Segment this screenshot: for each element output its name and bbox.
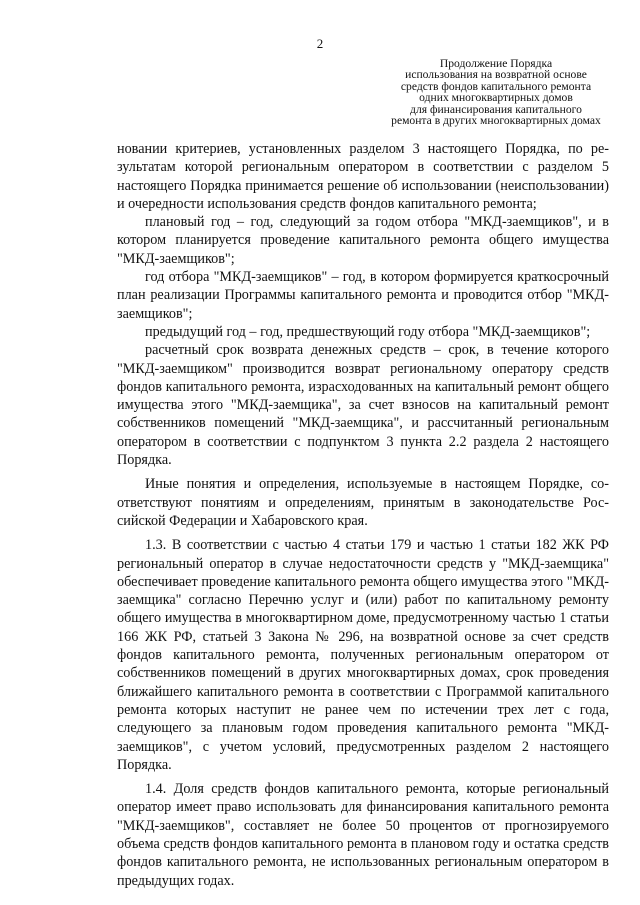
paragraph: плановый год – год, следующий за годом отбора "МКД-заемщиков", и в котором планируется проведение капитального ремонта общего имущества "МКД-заемщиков"; (117, 214, 609, 267)
paragraph: новании критериев, установленных разделом 3 настоящего Порядка, по результатам которой региональным оператором в соответствии с разделом 5 настоящего Порядка принимается решение об использовании (неиспользовании) и очередности использования средств фондов капитального ремонта; (117, 141, 609, 212)
page-number: 2 (316, 36, 324, 51)
paragraph: 1.4. Доля средств фондов капитального ремонта, которые региональный оператор имеет право использовать для финансирования капитального ремонта "МКД-заемщиков", составляет не более 50 процентов от прогнозируемого объема средств фондов капитального ремонта в плановом году и остатка средств фондов капитального ремонта, не использованных региональным оператором в предыдущих годах. (117, 781, 609, 889)
paragraph: Иные понятия и определения, используемые в настоящем Порядке, соответствуют понятиям и определениям, принятым в законодательстве Российской Федерации и Хабаровского края. (117, 476, 609, 529)
header-line: использования на возвратной основе (405, 68, 587, 82)
body-text (117, 140, 609, 890)
header-note (376, 58, 616, 126)
header-line: для финансирования капитального (410, 102, 582, 116)
paragraph: расчетный срок возврата денежных средств – срок, в течение которого "МКД-заемщиком" производится возврат региональному оператору средств фондов капитального ремонта, израсходованных на капитальный ремонт общего имущества этого "МКД-заемщика", за счет взносов на капитальный ремонт собственников помещений "МКД-заемщика", и рассчитанный региональным оператором в соответствии с подпунктом 3 пункта 2.2 раздела 2 настоящего Порядка. (117, 342, 609, 469)
header-line: Продолжение Порядка (439, 57, 553, 70)
paragraph: год отбора "МКД-заемщиков" – год, в котором формируется краткосрочный план реализации Программы капитального ремонта и проводится отбор "МКД-заемщиков"; (117, 269, 609, 322)
paragraph: 1.3. В соответствии с частью 4 статьи 179 и частью 1 статьи 182 ЖК РФ региональный оператор в случае недостаточности средств у "МКД-заемщика" обеспечивает проведение капитального ремонта общего имущества этого "МКД-заемщика" согласно Перечню услуг и (или) работ по капитальному ремонту общего имущества в многоквартирном доме, предусмотренному частью 1 статьи 166 ЖК РФ, статьей 3 Закона № 296, на возвратной основе за счет средств фондов капитального ремонта, полученных региональным оператором от собственников помещений в других многоквартирных домах, срок проведения ближайшего капитального ремонта в соответствии с Программой капитального ремонта которых наступит не ранее чем по истечении трех лет с года, следующего за плановым годом проведения капитального ремонта "МКД-заемщиков", с учетом условий, предусмотренных разделом 2 настоящего Порядка. (117, 537, 609, 773)
paragraph: предыдущий год – год, предшествующий году отбора "МКД-заемщиков"; (145, 323, 591, 340)
header-line: одних многоквартирных домов (419, 91, 573, 105)
header-line: средств фондов капитального ремонта (400, 79, 592, 93)
header-line: ремонта в других многоквартирных домах (391, 114, 601, 128)
